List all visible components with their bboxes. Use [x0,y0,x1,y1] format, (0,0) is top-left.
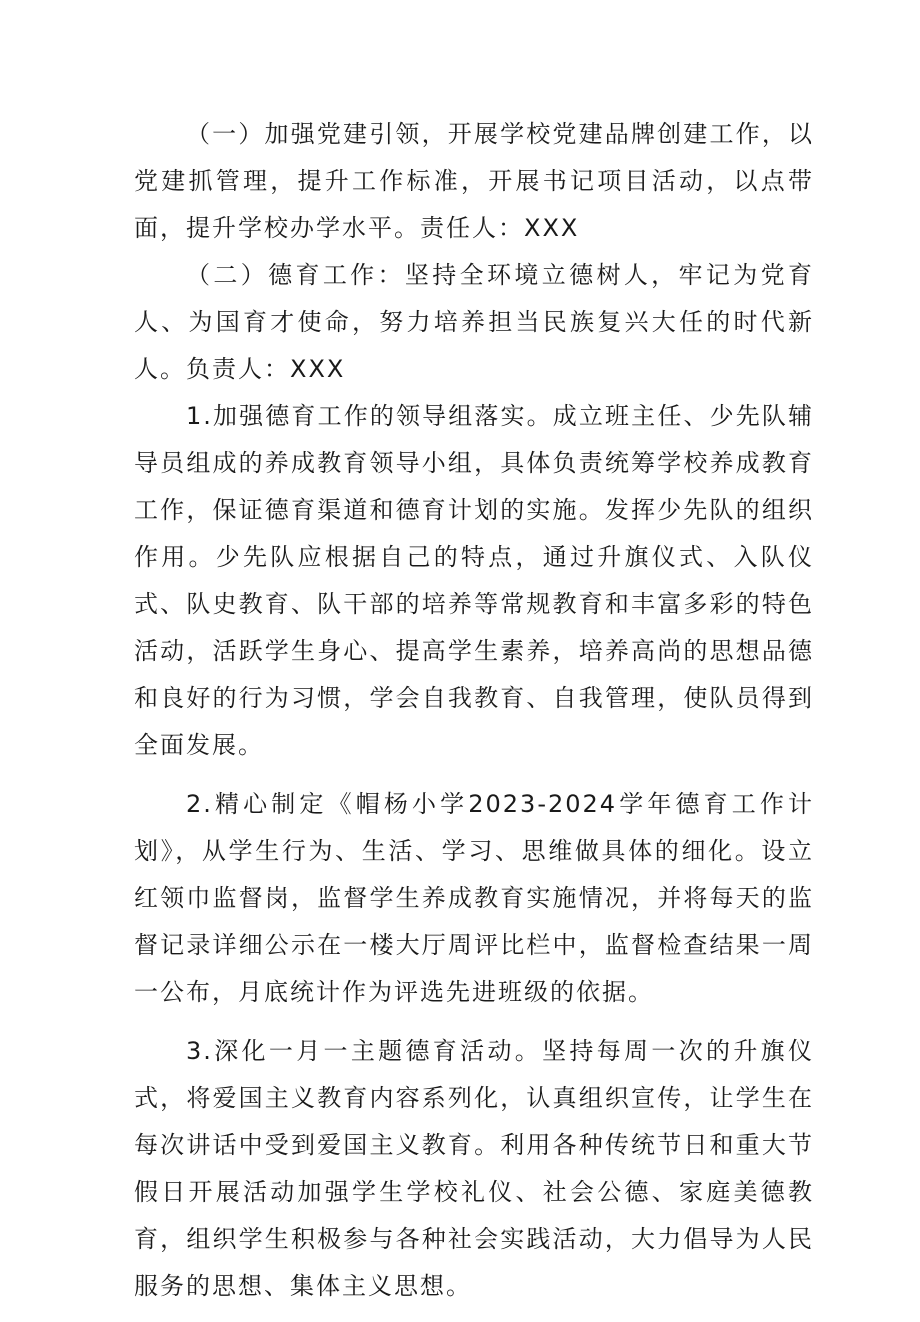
paragraph-item-1: 1.加强德育工作的领导组落实。成立班主任、少先队辅导员组成的养成教育领导小组，具体负责统筹学校养成教育工作，保证德育渠道和德育计划的实施。发挥少先队的组织作用。少先队应根据自己的特点，通过升旗仪式、入队仪式、队史教育、队干部的培养等常规教育和丰富多彩的特色活动，活跃学生身心、提高学生素养，培养高尚的思想品德和良好的行为习惯，学会自我教育、自我管理，使队员得到全面发展。 [134,402,814,759]
paragraph-party-building: （一）加强党建引领，开展学校党建品牌创建工作，以党建抓管理，提升工作标准，开展书记项目活动，以点带面，提升学校办学水平。责任人：XXX [134,120,814,242]
document-body [134,111,814,1322]
paragraph-moral-education: （二）德育工作：坚持全环境立德树人，牢记为党育人、为国育才使命，努力培养担当民族复兴大任的时代新人。负责人：XXX [134,261,814,383]
paragraph-item-2: 2.精心制定《帽杨小学2023-2024学年德育工作计划》，从学生行为、生活、学习、思维做具体的细化。设立红领巾监督岗，监督学生养成教育实施情况，并将每天的监督记录详细公示在一楼大厅周评比栏中，监督检查结果一周一公布，月底统计作为评选先进班级的依据。 [134,790,814,1006]
paragraph-item-3: 3.深化一月一主题德育活动。坚持每周一次的升旗仪式，将爱国主义教育内容系列化，认真组织宣传，让学生在每次讲话中受到爱国主义教育。利用各种传统节日和重大节假日开展活动加强学生学校礼仪、社会公德、家庭美德教育，组织学生积极参与各种社会实践活动，大力倡导为人民服务的思想、集体主义思想。 [134,1037,814,1300]
